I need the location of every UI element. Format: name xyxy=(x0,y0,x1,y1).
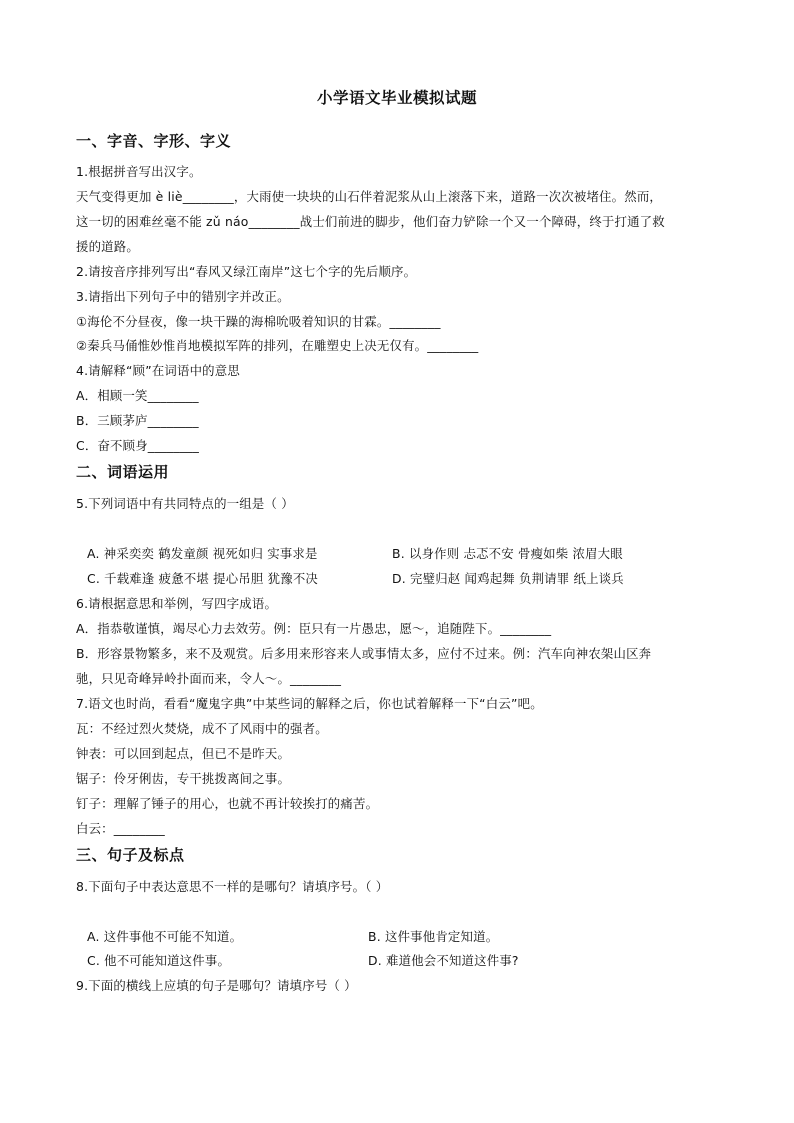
q7-example-4: 钉子：理解了锤子的用心，也就不再计较挨打的痛苦。 xyxy=(76,796,379,811)
q6-item-a: A．指恭敬谨慎，竭尽心力去效劳。例：臣只有一片愚忠，愿～，追随陛下。________ xyxy=(76,621,552,636)
q2-prompt: 2.请按音序排列写出“春风又绿江南岸”这七个字的先后顺序。 xyxy=(76,264,417,279)
q4-item-a: A．相顾一笑________ xyxy=(76,388,199,403)
q8-option-d: D. 难道他会不知道这件事? xyxy=(368,953,519,968)
section-heading-2: 二、词语运用 xyxy=(76,463,170,481)
q8-option-c: C. 他不可能知道这件事。 xyxy=(87,953,231,968)
q5-option-a: A. 神采奕奕 鹤发童颜 视死如归 实事求是 xyxy=(87,546,318,561)
q4-item-c: C．奋不顾身________ xyxy=(76,438,199,453)
q6-prompt: 6.请根据意思和举例，写四字成语。 xyxy=(76,596,278,611)
q9-prompt: 9.下面的横线上应填的句子是哪句？请填序号（ ） xyxy=(76,978,357,993)
q4-prompt: 4.请解释“顾”在词语中的意思 xyxy=(76,363,240,378)
q3-sentence-1: ①海伦不分昼夜，像一块干躁的海棉吮吸着知识的甘霖。________ xyxy=(76,314,441,329)
q7-prompt: 7.语文也时尚，看看“魔鬼字典”中某些词的解释之后，你也试着解释一下“白云”吧。 xyxy=(76,696,543,711)
q5-option-d: D. 完璧归赵 闻鸡起舞 负荆请罪 纸上谈兵 xyxy=(392,571,624,586)
q1-prompt: 1.根据拼音写出汉字。 xyxy=(76,164,202,179)
section-heading-1: 一、字音、字形、字义 xyxy=(76,132,232,150)
q5-option-b: B. 以身作则 忐忑不安 骨瘦如柴 浓眉大眼 xyxy=(392,546,623,561)
q1-text-line-1: 天气变得更加 è liè________，大雨使一块块的山石伴着泥浆从山上滚落下来，道路一次次被堵住。然而， xyxy=(76,189,662,204)
q7-answer-line: 白云：________ xyxy=(76,821,165,836)
q5-option-c: C. 千载难逢 疲惫不堪 提心吊胆 犹豫不决 xyxy=(87,571,318,586)
q8-prompt: 8.下面句子中表达意思不一样的是哪句？请填序号。（ ） xyxy=(76,879,389,894)
q8-option-a: A. 这件事他不可能不知道。 xyxy=(87,929,243,944)
q3-prompt: 3.请指出下列句子中的错别字并改正。 xyxy=(76,289,290,304)
q1-text-line-2: 这一切的困难丝毫不能 zǔ náo________战士们前进的脚步，他们奋力铲除一个又一个障碍，终于打通了救 xyxy=(76,214,665,229)
q7-example-1: 瓦：不经过烈火焚烧，成不了风雨中的强者。 xyxy=(76,721,328,736)
q7-example-3: 锯子：伶牙俐齿，专干挑拨离间之事。 xyxy=(76,771,291,786)
page-title: 小学语文毕业模拟试题 xyxy=(316,89,477,107)
q8-option-b: B. 这件事他肯定知道。 xyxy=(368,929,499,944)
q7-example-2: 钟表：可以回到起点，但已不是昨天。 xyxy=(76,746,291,761)
q1-text-line-3: 援的道路。 xyxy=(76,239,139,254)
q6-item-b-line-1: B．形容景物繁多，来不及观赏。后多用来形容来人或事情太多，应付不过来。例：汽车向神农架山区奔 xyxy=(76,646,652,661)
q6-item-b-line-2: 驰，只见奇峰异岭扑面而来，令人～。________ xyxy=(76,671,342,686)
q5-prompt: 5.下列词语中有共同特点的一组是（ ） xyxy=(76,496,294,511)
q4-item-b: B．三顾茅庐________ xyxy=(76,413,199,428)
q3-sentence-2: ②秦兵马俑惟妙惟肖地模拟军阵的排列，在雕塑史上决无仅有。________ xyxy=(76,338,479,353)
section-heading-3: 三、句子及标点 xyxy=(76,846,185,864)
